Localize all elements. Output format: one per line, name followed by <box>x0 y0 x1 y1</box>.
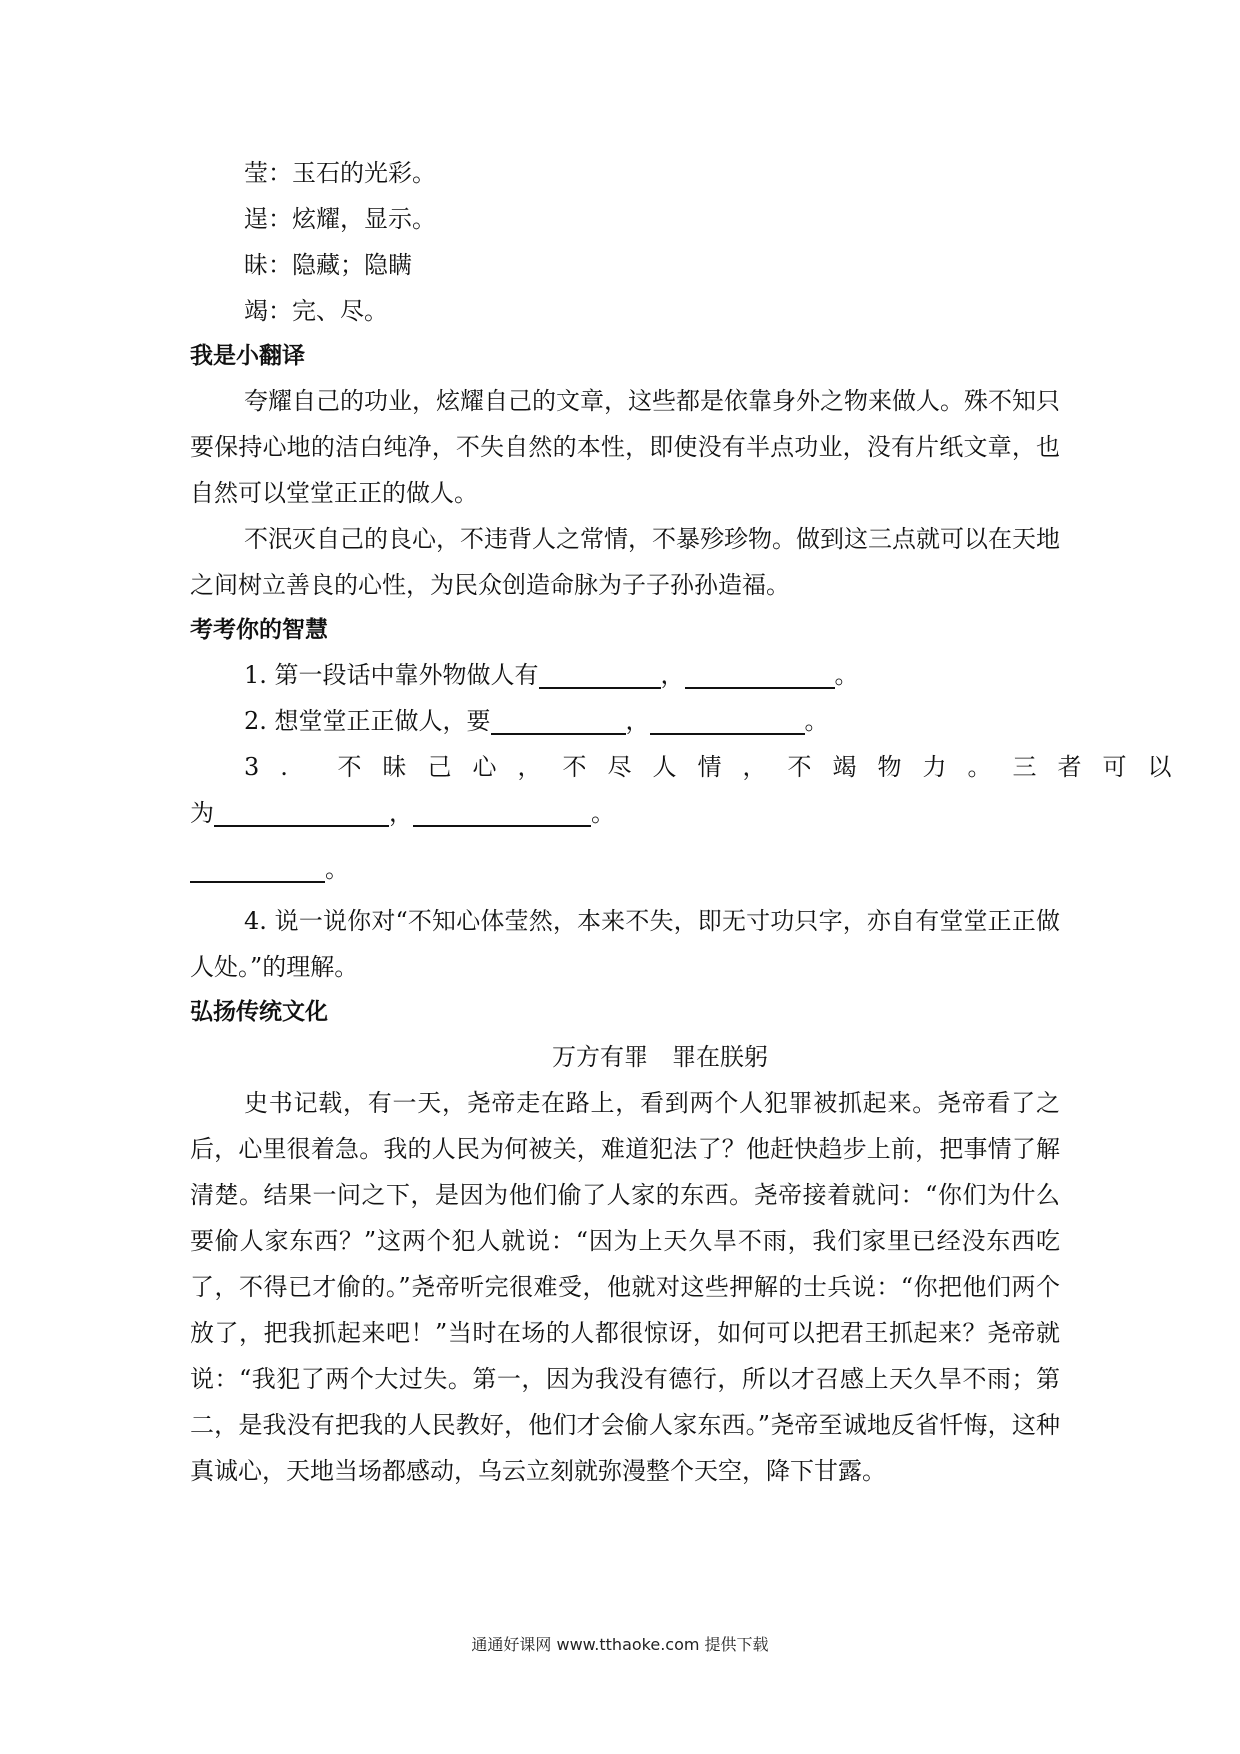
page-content <box>190 150 1193 1494</box>
question-3-cont-text: 为 <box>190 799 214 827</box>
answer-blank[interactable] <box>190 857 325 883</box>
culture-heading: 弘扬传统文化 <box>190 999 328 1025</box>
punctuation: ， <box>660 661 685 689</box>
question-3-continued <box>190 790 1060 836</box>
translate-heading: 我是小翻译 <box>190 343 305 369</box>
glossary-item: 竭：完、尽。 <box>244 297 388 325</box>
question-3 <box>190 744 1193 790</box>
glossary-item: 逞：炫耀，显示。 <box>244 205 436 233</box>
answer-blank[interactable] <box>413 801 591 827</box>
punctuation: 。 <box>591 799 615 827</box>
punctuation: 。 <box>804 707 829 735</box>
punctuation: ， <box>389 799 413 827</box>
question-2 <box>190 698 1060 744</box>
answer-blank[interactable] <box>491 709 626 735</box>
question-1 <box>190 652 1060 698</box>
translate-paragraph-2: 不泯灭自己的良心，不违背人之常情，不暴殄珍物。做到这三点就可以在天地之间树立善良的心性，为民众创造命脉为子子孙孙造福。 <box>190 525 1060 599</box>
answer-blank[interactable] <box>650 709 805 735</box>
punctuation: 。 <box>325 855 349 883</box>
story-title: 万方有罪 罪在朕躬 <box>552 1043 768 1071</box>
punctuation: ， <box>625 707 650 735</box>
glossary-item: 莹：玉石的光彩。 <box>244 159 436 187</box>
question-3-text: 3. 不昧己心，不尽人情，不竭物力。三者可以 <box>244 753 1193 781</box>
story-paragraph: 史书记载，有一天，尧帝走在路上，看到两个人犯罪被抓起来。尧帝看了之后，心里很着急。我的人民为何被关，难道犯法了？他赶快趋步上前，把事情了解清楚。结果一问之下，是因为他们偷了人家的东西。尧帝接着就问：“你们为什么要偷人家东西？”这两个犯人就说：“因为上天久旱不雨，我们家里已经没东西吃了，不得已才偷的。”尧帝听完很难受，他就对这些押解的士兵说：“你把他们两个放了，把我抓起来吧！”当时在场的人都很惊讶，如何可以把君王抓起来？尧帝就说：“我犯了两个大过失。第一，因为我没有德行，所以才召感上天久旱不雨；第二，是我没有把我的人民教好，他们才会偷人家东西。”尧帝至诚地反省忏悔，这种真诚心，天地当场都感动，乌云立刻就弥漫整个天空，降下甘露。 <box>190 1089 1060 1485</box>
punctuation: 。 <box>834 661 859 689</box>
question-2-text: 2. 想堂堂正正做人，要 <box>244 707 491 735</box>
answer-blank[interactable] <box>214 801 389 827</box>
quiz-heading: 考考你的智慧 <box>190 617 328 643</box>
glossary-item: 昧：隐藏；隐瞒 <box>244 251 412 279</box>
footer-text: 通通好课网 www.tthaoke.com 提供下载 <box>471 1635 769 1654</box>
question-3-extra <box>190 846 1060 892</box>
answer-blank[interactable] <box>685 663 835 689</box>
answer-blank[interactable] <box>539 663 661 689</box>
question-1-text: 1. 第一段话中靠外物做人有 <box>244 661 539 689</box>
translate-paragraph-1: 夸耀自己的功业，炫耀自己的文章，这些都是依靠身外之物来做人。殊不知只要保持心地的洁白纯净，不失自然的本性，即使没有半点功业，没有片纸文章，也自然可以堂堂正正的做人。 <box>190 387 1060 507</box>
question-4: 4. 说一说你对“不知心体莹然，本来不失，即无寸功只字，亦自有堂堂正正做人处。”的理解。 <box>190 907 1060 981</box>
